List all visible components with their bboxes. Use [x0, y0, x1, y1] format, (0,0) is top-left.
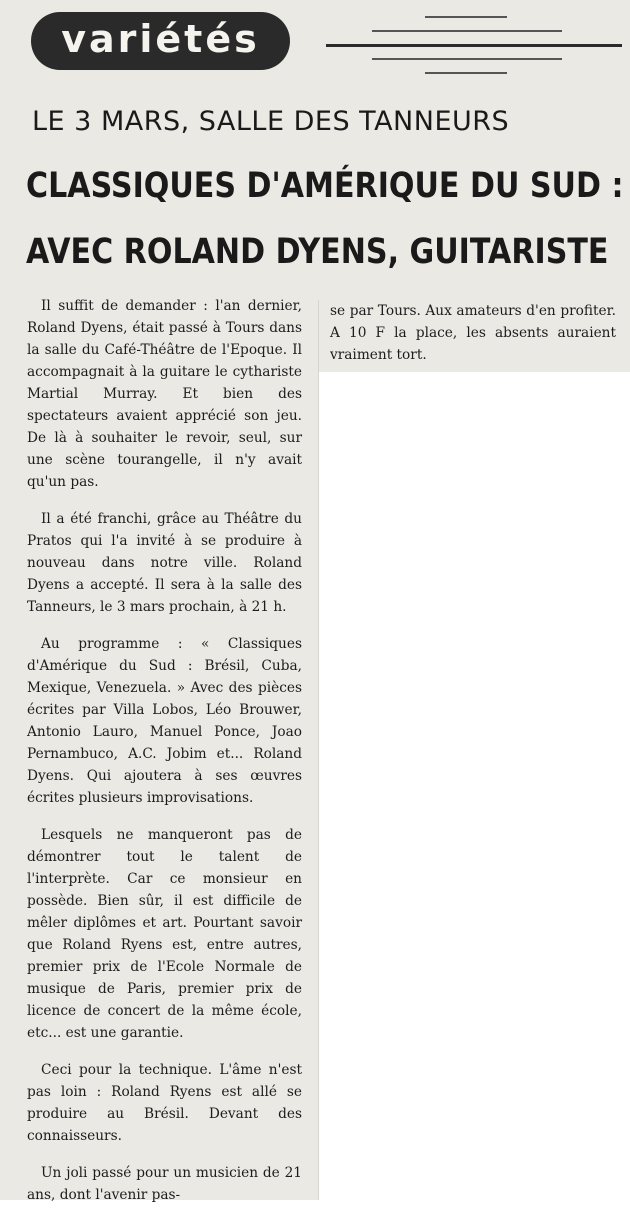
article-paragraph: se par Tours. Aux amateurs d'en profiter. A 10 F la place, les absents auraient vraiment tort. [330, 303, 616, 363]
decorative-rule-2 [372, 30, 562, 32]
headline-line-2: AVEC ROLAND DYENS, GUITARISTE [26, 232, 609, 272]
kicker-heading: LE 3 MARS, SALLE DES TANNEURS [32, 106, 510, 137]
section-label: variétés [61, 17, 260, 61]
decorative-rule-5 [425, 72, 507, 74]
article-paragraph: Un joli passé pour un musicien de 21 ans, dont l'avenir pas- [27, 1165, 302, 1203]
column-divider [318, 300, 319, 1200]
article-left-column [27, 295, 302, 1221]
article-paragraph: Lesquels ne manqueront pas de démontrer tout le talent de l'interprète. Car ce monsieur en possède. Bien sûr, il est difficile de mêler diplômes et art. Pourtant savoir que Roland Ryens est, entre autres, premier prix de l'Ecole Normale de musique de Paris, premier prix de licence de concert de la même école, etc... est une garantie. [27, 827, 302, 1041]
article-paragraph: Il a été franchi, grâce au Théâtre du Pratos qui l'a invité à se produire à nouveau dans notre ville. Roland Dyens a accepté. Il sera à la salle des Tanneurs, le 3 mars prochain, à 21 h. [27, 511, 302, 615]
article-paragraph: Il suffit de demander : l'an dernier, Roland Dyens, était passé à Tours dans la salle du Café-Théâtre de l'Epoque. Il accompagnait à la guitare le cythariste Martial Murray. Et bien des spectateurs avaient apprécié son jeu. De là à souhaiter le revoir, seul, sur une scène tourangelle, il n'y avait qu'un pas. [27, 298, 302, 490]
article-paragraph: Ceci pour la technique. L'âme n'est pas loin : Roland Ryens est allé se produire au Brésil. Devant des connaisseurs. [27, 1062, 302, 1144]
decorative-rule-4 [372, 58, 562, 60]
decorative-rule-3 [326, 44, 622, 47]
article-right-column [330, 300, 616, 381]
section-badge [31, 12, 290, 70]
article-paragraph: Au programme : « Classiques d'Amérique du Sud : Brésil, Cuba, Mexique, Venezuela. » Avec des pièces écrites par Villa Lobos, Léo Brouwer, Antonio Lauro, Manuel Ponce, Joao Pernambuco, A.C. Jobim et... Roland Dyens. Qui ajoutera à ses œuvres écrites plusieurs improvisations. [27, 636, 302, 806]
decorative-rule-1 [425, 16, 507, 18]
headline-line-1: CLASSIQUES D'AMÉRIQUE DU SUD : [26, 166, 624, 206]
